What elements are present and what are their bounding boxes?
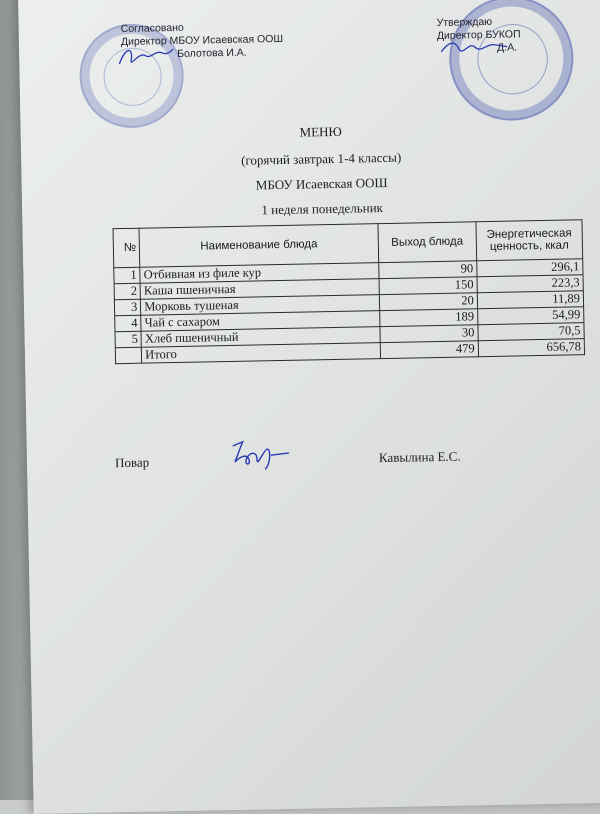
row-number: 5 [115, 331, 142, 348]
approval-heading: Согласовано [120, 21, 184, 36]
row-number: 3 [114, 299, 141, 316]
week-day-label: 1 неделя понедельник [261, 200, 384, 218]
approval-position: Директор МБОУ Исаевская ООШ [120, 32, 284, 49]
row-number: 2 [114, 283, 141, 300]
row-yield: 90 [379, 261, 477, 279]
row-dish-name: Хлеб пшеничный [141, 327, 380, 348]
cook-signature [227, 437, 298, 474]
document-subtitle: (горячий завтрак 1-4 классы) [240, 149, 402, 168]
row-energy: 296,1 [477, 259, 583, 277]
approval-heading: Утверждаю [436, 15, 493, 29]
director-signature-left [115, 41, 176, 72]
header-number: № [113, 228, 140, 267]
row-number: 4 [115, 315, 142, 332]
row-yield: 20 [379, 293, 477, 311]
row-energy: 11,89 [477, 291, 583, 309]
row-dish-name: Отбивная из филе кур [140, 263, 379, 284]
row-energy: 54,99 [477, 307, 583, 325]
row-energy: 70,5 [478, 323, 584, 341]
document-title: МЕНЮ [299, 123, 342, 140]
total-energy: 656,78 [478, 339, 584, 357]
row-yield: 150 [379, 277, 477, 295]
approval-position: Директор БУКОП [436, 28, 521, 42]
header-yield: Выход блюда [378, 222, 477, 263]
menu-document-sheet [18, 0, 600, 814]
school-name: МБОУ Исаевская ООШ [255, 174, 388, 193]
row-dish-name: Чай с сахаром [141, 311, 380, 332]
cook-name: Кавылина Е.С. [378, 448, 461, 466]
approval-person: Д.А. [497, 41, 518, 54]
row-energy: 223,3 [477, 275, 583, 293]
row-number: 1 [114, 267, 141, 284]
menu-table [113, 219, 586, 364]
header-energy: Энергетическая ценность, ккал [476, 220, 583, 261]
total-yield: 479 [380, 341, 478, 359]
row-yield: 30 [380, 325, 478, 343]
row-dish-name: Морковь тушеная [141, 295, 380, 316]
total-number [115, 347, 142, 364]
header-dish-name: Наименование блюда [139, 224, 378, 268]
row-yield: 189 [379, 309, 477, 327]
approval-person: Болотова И.А. [177, 46, 247, 60]
director-signature-right [439, 35, 509, 60]
cook-label: Повар [114, 454, 150, 471]
total-label: Итого [142, 343, 381, 364]
row-dish-name: Каша пшеничная [140, 279, 379, 300]
